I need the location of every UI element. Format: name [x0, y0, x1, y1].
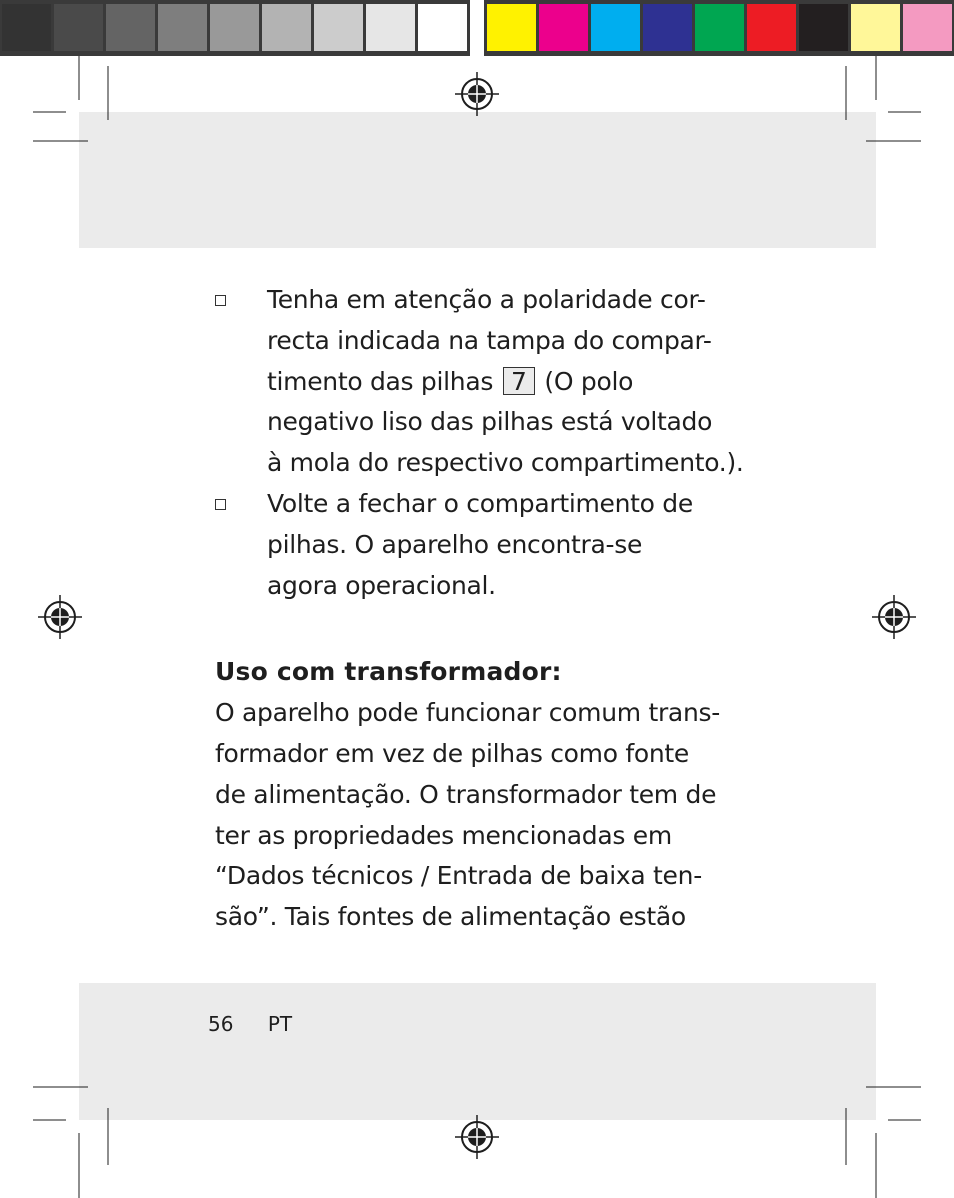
page-content	[215, 280, 755, 938]
section-heading: Uso com transformador:	[215, 657, 562, 687]
text-line: à mola do respectivo compartimento.).	[267, 448, 744, 478]
text-line: formador em vez de pilhas como fonte	[215, 738, 689, 768]
text-line: agora operacional.	[267, 570, 496, 600]
text-line	[267, 362, 755, 403]
registration-mark-left	[38, 595, 82, 639]
text-line: Volte a fechar o compartimento de	[267, 488, 693, 518]
text-line: recta indicada na tampa do compar-	[267, 325, 712, 355]
text-line: pilhas. O aparelho encontra-se	[267, 529, 643, 559]
text-line: “Dados técnicos / Entrada de baixa ten-	[215, 861, 702, 891]
section-body	[215, 693, 755, 938]
registration-mark-top	[455, 72, 499, 116]
text-line: O aparelho pode funcionar comum trans-	[215, 698, 720, 728]
reference-number-box: 7	[503, 367, 535, 395]
text-line: de alimentação. O transformador tem de	[215, 779, 717, 809]
language-code: PT	[267, 1012, 293, 1036]
bullet-item-close-compartment	[215, 484, 755, 606]
registration-mark-bottom	[455, 1115, 499, 1159]
text-line: negativo liso das pilhas está voltado	[267, 407, 713, 437]
text-line: são”. Tais fontes de alimentação estão	[215, 902, 686, 932]
bullet-item-polarity	[215, 280, 755, 484]
text-fragment: (O polo	[544, 366, 634, 396]
text-line: ter as propriedades mencionadas em	[215, 820, 672, 850]
page-footer	[208, 1012, 292, 1036]
checkbox-bullet-icon	[215, 499, 226, 510]
text-line: Tenha em atenção a polaridade cor-	[267, 285, 706, 314]
registration-mark-right	[872, 595, 916, 639]
checkbox-bullet-icon	[215, 295, 226, 306]
page-number: 56	[208, 1012, 234, 1036]
text-fragment: timento das pilhas	[267, 366, 494, 396]
